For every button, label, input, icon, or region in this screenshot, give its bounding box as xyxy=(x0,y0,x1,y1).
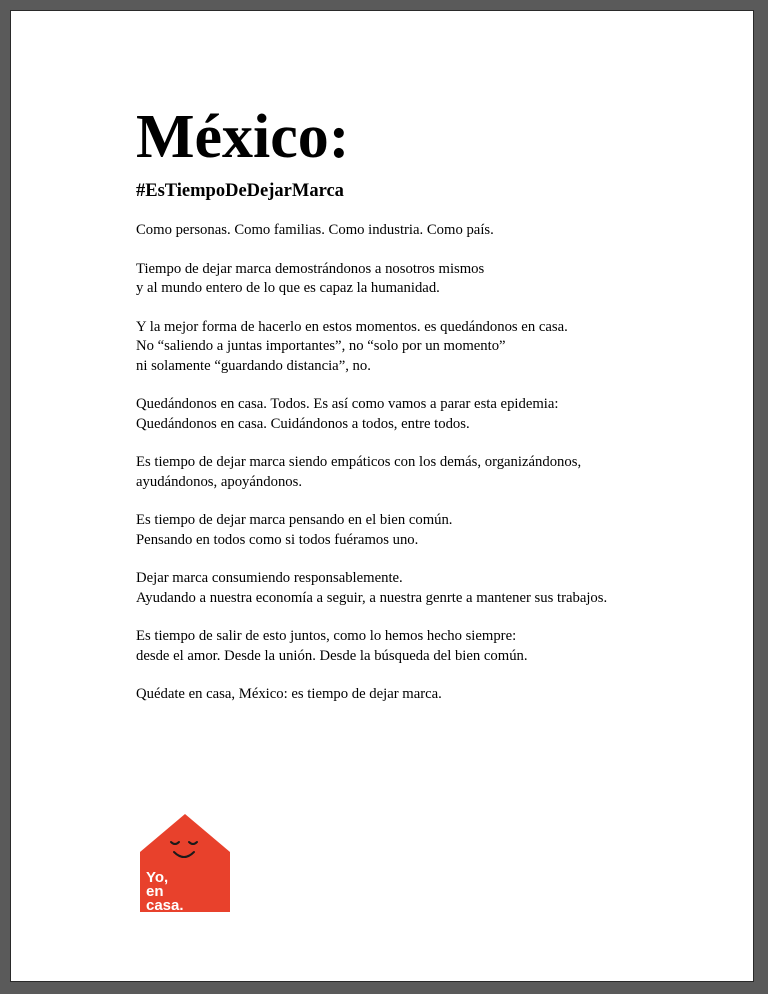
hashtag-subtitle: #EsTiempoDeDejarMarca xyxy=(136,181,344,201)
paragraph-line: Es tiempo de salir de esto juntos, como lo hemos hecho siempre: xyxy=(136,628,517,644)
paragraph-line: ni solamente “guardando distancia”, no. xyxy=(136,357,371,374)
paragraph-4 xyxy=(136,395,696,434)
paragraph-6 xyxy=(136,511,696,550)
page-title: México: xyxy=(136,103,350,171)
paragraph-3 xyxy=(136,318,696,377)
logo-text-line: en xyxy=(146,883,164,900)
logo-text-line: Yo, xyxy=(146,869,169,886)
logo-text-line: casa. xyxy=(146,897,184,912)
paragraph-line: ayudándonos, apoyándonos. xyxy=(136,473,303,490)
paragraph-line: Es tiempo de dejar marca siendo empáticos con los demás, organizándonos, xyxy=(136,454,582,470)
paragraph-line: Quedándonos en casa. Todos. Es así como vamos a parar esta epidemia: xyxy=(136,396,559,412)
paragraph-line: No “saliendo a juntas importantes”, no “solo por un momento” xyxy=(136,338,506,354)
yo-en-casa-logo xyxy=(140,812,230,912)
paragraph-7 xyxy=(136,569,696,608)
paragraph-1 xyxy=(136,221,696,241)
paragraph-line: Es tiempo de dejar marca pensando en el bien común. xyxy=(136,512,453,528)
paragraph-2 xyxy=(136,260,696,299)
paragraph-line: Quedándonos en casa. Cuidándonos a todos, entre todos. xyxy=(136,415,470,432)
paragraph-line: y al mundo entero de lo que es capaz la humanidad. xyxy=(136,280,440,296)
paragraph-line: Como personas. Como familias. Como industria. Como país. xyxy=(136,222,494,238)
paragraph-line: Dejar marca consumiendo responsablemente. xyxy=(136,570,403,586)
paragraph-line: Ayudando a nuestra economía a seguir, a nuestra genrte a mantener sus trabajos. xyxy=(136,589,608,606)
paragraph-8 xyxy=(136,627,696,666)
paragraph-line: Tiempo de dejar marca demostrándonos a nosotros mismos xyxy=(136,260,485,277)
smiling-house-icon xyxy=(140,812,230,912)
document-page xyxy=(10,10,754,982)
paragraph-5 xyxy=(136,453,696,492)
paragraph-line: Y la mejor forma de hacerlo en estos momentos. es quedándonos en casa. xyxy=(136,318,568,335)
paragraph-line: desde el amor. Desde la unión. Desde la búsqueda del bien común. xyxy=(136,647,528,664)
paragraph-9 xyxy=(136,685,696,705)
letter-content xyxy=(136,99,696,705)
paragraph-line: Quédate en casa, México: es tiempo de dejar marca. xyxy=(136,686,442,702)
paragraph-line: Pensando en todos como si todos fuéramos uno. xyxy=(136,531,419,548)
